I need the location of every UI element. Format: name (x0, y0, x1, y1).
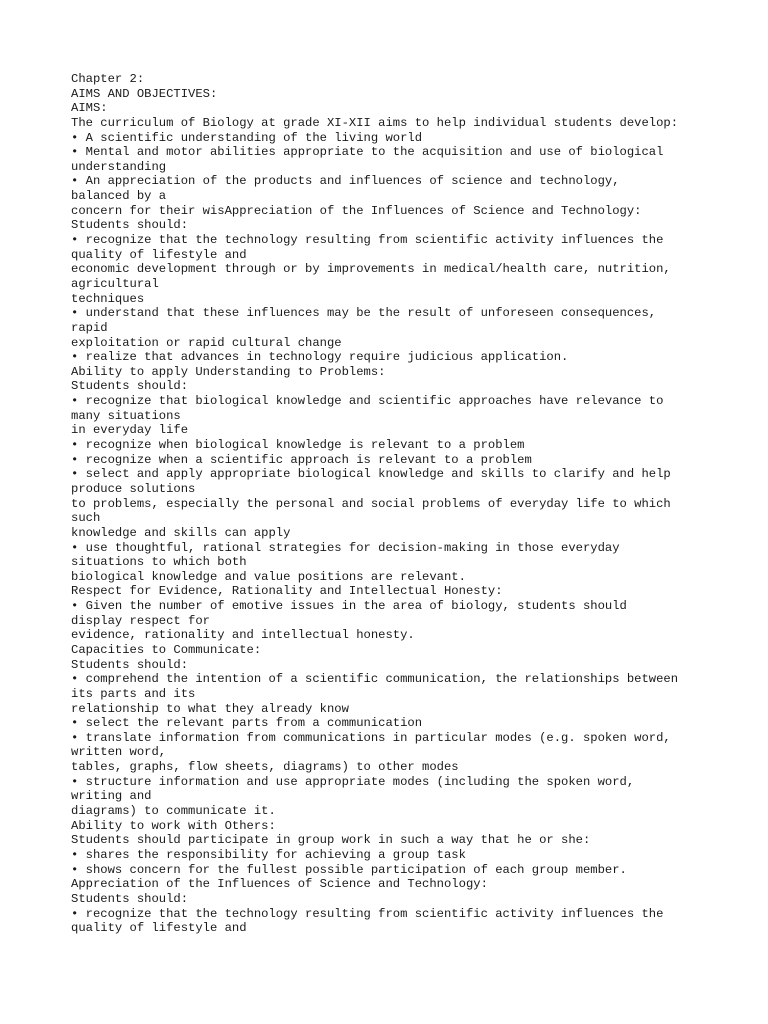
text-line: Ability to work with Others: (71, 818, 276, 833)
text-line: • An appreciation of the products and influences of science and technology, (71, 174, 620, 189)
text-line: Students should: (71, 657, 189, 672)
text-line: in everyday life (71, 423, 189, 438)
text-line: produce solutions (71, 481, 196, 496)
text-line: Respect for Evidence, Rationality and Intellectual Honesty: (71, 584, 503, 599)
text-line: • Mental and motor abilities appropriate to the acquisition and use of biological (71, 145, 664, 160)
text-line: agricultural (71, 276, 159, 291)
text-line: display respect for (71, 613, 210, 628)
text-line: AIMS: (71, 101, 108, 116)
text-line: • structure information and use appropriate modes (including the spoken word, (71, 774, 635, 789)
text-line: • Given the number of emotive issues in the area of biology, students should (71, 599, 627, 614)
text-line: exploitation or rapid cultural change (71, 335, 342, 350)
text-line: • comprehend the intention of a scientific communication, the relationships between (71, 672, 679, 687)
text-line: rapid (71, 320, 108, 335)
text-line: Students should: (71, 379, 189, 394)
text-line: Students should: (71, 891, 189, 906)
text-line: • recognize when a scientific approach is relevant to a problem (71, 452, 532, 467)
text-line: relationship to what they already know (71, 701, 349, 716)
text-line: • recognize that the technology resulting from scientific activity influences the (71, 906, 664, 921)
text-line: Capacities to Communicate: (71, 642, 262, 657)
text-line: • select and apply appropriate biological knowledge and skills to clarify and help (71, 467, 671, 482)
text-line: diagrams) to communicate it. (71, 804, 276, 819)
text-line: balanced by a (71, 189, 167, 204)
text-line: techniques (71, 291, 145, 306)
text-line: Students should participate in group work in such a way that he or she: (71, 833, 591, 848)
document-body (71, 72, 721, 936)
text-line: AIMS AND OBJECTIVES: (71, 86, 218, 101)
text-line: • understand that these influences may be the result of unforeseen consequences, (71, 306, 657, 321)
text-line: such (71, 511, 101, 526)
text-line: Appreciation of the Influences of Science and Technology: (71, 877, 488, 892)
text-line: • translate information from communications in particular modes (e.g. spoken word, (71, 730, 671, 745)
text-line: Students should: (71, 218, 189, 233)
text-line: The curriculum of Biology at grade XI-XII aims to help individual students develop: (71, 115, 679, 130)
text-line: situations to which both (71, 555, 247, 570)
text-line: • recognize when biological knowledge is relevant to a problem (71, 438, 525, 453)
text-line: • shares the responsibility for achieving a group task (71, 847, 466, 862)
text-line: many situations (71, 408, 181, 423)
text-line: concern for their wisAppreciation of the Influences of Science and Technology: (71, 203, 642, 218)
text-line: evidence, rationality and intellectual honesty. (71, 628, 415, 643)
text-line: knowledge and skills can apply (71, 525, 291, 540)
text-line: written word, (71, 745, 167, 760)
text-line: quality of lifestyle and (71, 247, 247, 262)
text-line: • realize that advances in technology require judicious application. (71, 350, 569, 365)
text-line: economic development through or by improvements in medical/health care, nutrition, (71, 262, 671, 277)
text-line: Chapter 2: (71, 72, 145, 86)
text-line: tables, graphs, flow sheets, diagrams) to other modes (71, 760, 459, 775)
text-line: to problems, especially the personal and social problems of everyday life to which (71, 496, 671, 511)
text-line: understanding (71, 159, 167, 174)
text-line: • shows concern for the fullest possible participation of each group member. (71, 862, 627, 877)
text-line: its parts and its (71, 686, 196, 701)
text-line: quality of lifestyle and (71, 921, 247, 936)
text-line: • select the relevant parts from a communication (71, 716, 423, 731)
text-line: • recognize that the technology resulting from scientific activity influences the (71, 233, 664, 248)
text-line: writing and (71, 789, 152, 804)
text-line: biological knowledge and value positions are relevant. (71, 569, 466, 584)
text-line: • use thoughtful, rational strategies for decision-making in those everyday (71, 540, 620, 555)
text-line: Ability to apply Understanding to Problems: (71, 364, 386, 379)
text-line: • A scientific understanding of the living world (71, 130, 423, 145)
text-line: • recognize that biological knowledge and scientific approaches have relevance to (71, 394, 664, 409)
